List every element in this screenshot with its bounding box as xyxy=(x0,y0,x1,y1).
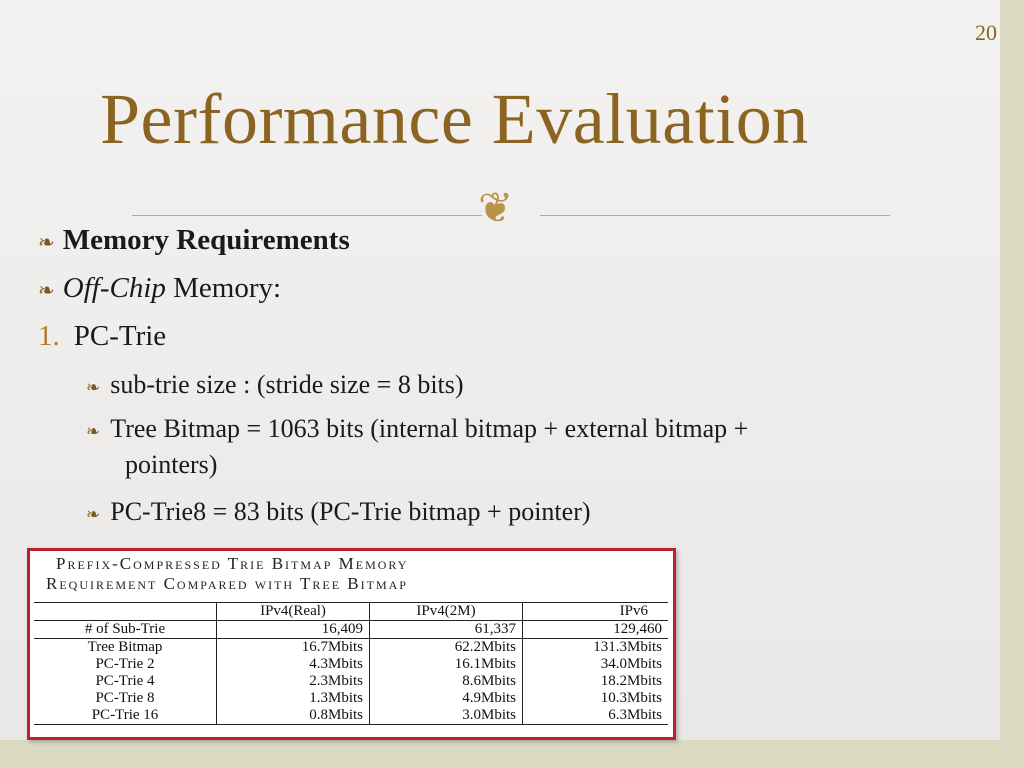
table-row xyxy=(34,639,668,657)
table-row xyxy=(34,690,668,707)
table-cell: 3.0Mbits xyxy=(370,707,523,725)
table-cell: 18.2Mbits xyxy=(523,673,669,690)
table-cell: PC-Trie 16 xyxy=(34,707,217,725)
sub-bullet-tree-bitmap-continuation: pointers) xyxy=(125,450,218,479)
table-cell: 10.3Mbits xyxy=(523,690,669,707)
page-number: 20 xyxy=(975,20,997,45)
table-cell: 129,460 xyxy=(523,621,669,639)
bullet-text-italic: Off-Chip xyxy=(62,272,166,304)
table-cell: 34.0Mbits xyxy=(523,656,669,673)
table-cell: 0.8Mbits xyxy=(217,707,370,725)
table-cell: 16.1Mbits xyxy=(370,656,523,673)
slide-title: Performance Evaluation xyxy=(100,79,809,159)
table-caption-line-2: Requirement Compared with Tree Bitmap xyxy=(46,574,408,593)
sub-bullet-tree-bitmap xyxy=(86,414,748,444)
bullet-fleuron-icon: ❧ xyxy=(86,505,101,524)
bullet-text: PC-Trie8 = 83 bits (PC-Trie bitmap + pointer) xyxy=(110,497,591,526)
table-cell: 16.7Mbits xyxy=(217,639,370,657)
bullet-fleuron-icon: ❧ xyxy=(86,378,101,397)
table-cell: 131.3Mbits xyxy=(523,639,669,657)
table-cell: 61,337 xyxy=(370,621,523,639)
table-cell: Tree Bitmap xyxy=(87,639,163,655)
bullet-text: sub-trie size : (stride size = 8 bits) xyxy=(110,370,464,399)
bullet-off-chip-memory xyxy=(38,272,281,305)
header-cell xyxy=(34,603,217,621)
bullet-text: Tree Bitmap = 1063 bits (internal bitmap + external bitmap + xyxy=(110,414,749,443)
memory-comparison-table-image xyxy=(27,548,676,740)
sub-bullet-subtrie-size xyxy=(86,370,464,400)
bullet-memory-requirements xyxy=(38,224,350,257)
table-cell: 1.3Mbits xyxy=(217,690,370,707)
bullet-fleuron-icon: ❧ xyxy=(86,422,101,441)
table-cell: 62.2Mbits xyxy=(370,639,523,657)
list-number: 1. xyxy=(38,320,60,352)
bullet-fleuron-icon: ❧ xyxy=(38,232,55,254)
table-cell: 2.3Mbits xyxy=(217,673,370,690)
table-cell: PC-Trie 4 xyxy=(95,673,155,689)
bullet-text: Memory Requirements xyxy=(62,224,350,256)
header-cell: IPv6 xyxy=(523,603,669,621)
numbered-item-pc-trie xyxy=(38,320,166,353)
table-header-row xyxy=(34,603,668,621)
bullet-text: Memory: xyxy=(165,272,282,304)
header-cell: IPv4(Real) xyxy=(217,603,370,621)
title-divider-right xyxy=(540,215,890,216)
table-cell: 6.3Mbits xyxy=(523,707,669,725)
table-caption-line-1: Prefix-Compressed Trie Bitmap Memory xyxy=(56,554,409,573)
table-cell: PC-Trie 8 xyxy=(95,690,155,706)
table-cell: 4.3Mbits xyxy=(217,656,370,673)
table-cell: 16,409 xyxy=(217,621,370,639)
bullet-fleuron-icon: ❧ xyxy=(38,280,55,302)
table-cell: PC-Trie 2 xyxy=(95,656,155,672)
table-cell: 8.6Mbits xyxy=(370,673,523,690)
memory-table xyxy=(34,602,668,725)
table-cell: # of Sub-Trie xyxy=(34,621,217,639)
list-item-text: PC-Trie xyxy=(73,320,167,352)
header-cell: IPv4(2M) xyxy=(370,603,523,621)
table-row xyxy=(34,621,668,639)
sub-bullet-pc-trie8 xyxy=(86,497,591,527)
fleuron-icon: ❦ xyxy=(478,186,514,232)
table-cell: 4.9Mbits xyxy=(370,690,523,707)
table-row xyxy=(34,707,668,725)
table-row xyxy=(34,673,668,690)
title-divider-left xyxy=(132,215,482,216)
table-row xyxy=(34,656,668,673)
